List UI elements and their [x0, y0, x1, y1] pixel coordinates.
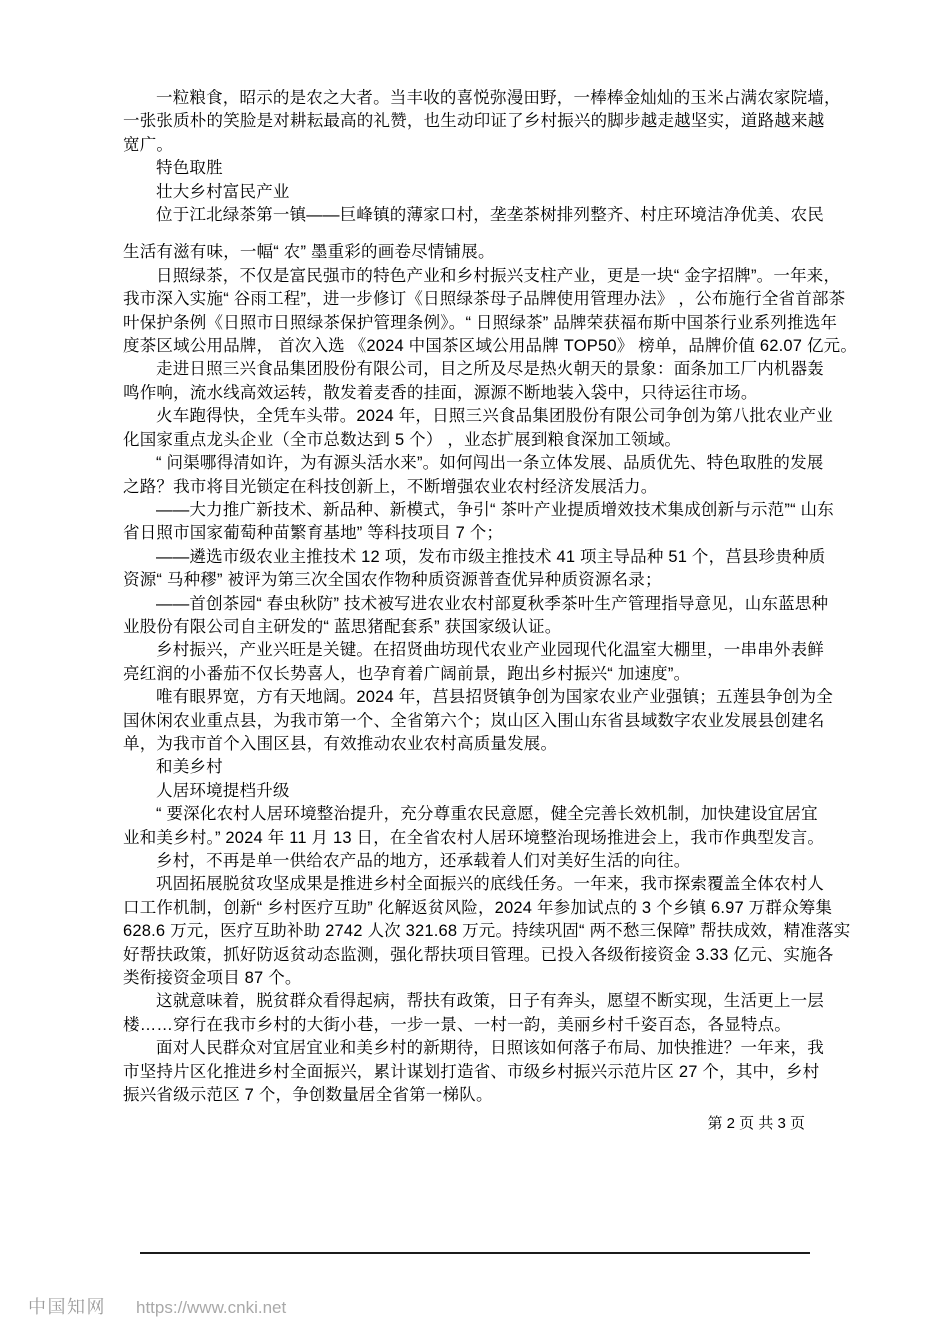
text-line: 乡村振兴，产业兴旺是关键。在招贤曲坊现代农业产业园现代化温室大棚里，一串串外表鲜: [156, 641, 824, 660]
cnki-url-text: https://www.cnki.net: [136, 1298, 287, 1317]
text-line: “ 问渠哪得清如许，为有源头活水来”。如何闯出一条立体发展、品质优先、特色取胜的发展: [156, 454, 824, 473]
text-line: 特色取胜: [156, 159, 223, 178]
text-line: 单，为我市首个入围区县，有效推动农业农村高质量发展。: [123, 734, 558, 753]
footer-divider-line: [140, 1252, 810, 1254]
text-line: 人居环境提档升级: [156, 781, 290, 800]
text-line: 省日照市国家葡萄种苗繁育基地” 等科技项目 7 个；: [123, 524, 504, 543]
text-line: 好帮扶政策，抓好防返贫动态监测，强化帮扶项目管理。已投入各级衔接资金 3.33 亿元、实施各: [123, 945, 834, 964]
text-line: 和美乡村: [156, 758, 223, 777]
cnki-watermark: [28, 1293, 286, 1319]
text-line: 日照绿茶，不仅是富民强市的特色产业和乡村振兴支柱产业，更是一块“ 金字招牌”。一年来，: [156, 266, 841, 285]
text-line: 628.6 万元，医疗互助补助 2742 人次 321.68 万元。持续巩固“ 两不愁三保障” 帮扶成效，精准落实: [123, 922, 851, 941]
text-line: “ 要深化农村人居环境整治提升，充分尊重农民意愿，健全完善长效机制，加快建设宜居宜: [156, 805, 818, 824]
text-line: 火车跑得快，全凭车头带。2024 年，日照三兴食品集团股份有限公司争创为第八批农业产业: [156, 407, 833, 426]
text-line: 类衔接资金项目 87 个。: [123, 969, 302, 988]
text-line: ——首创茶园“ 春虫秋防” 技术被写进农业农村部夏秋季茶叶生产管理指导意见，山东蓝思种: [156, 594, 829, 613]
text-line: 一张张质朴的笑脸是对耕耘最高的礼赞，也生动印证了乡村振兴的脚步越走越坚实，道路越来越: [123, 112, 825, 131]
text-line: 这就意味着，脱贫群众看得起病，帮扶有政策，日子有奔头，愿望不断实现，生活更上一层: [156, 992, 824, 1011]
page-number-indicator: 第 2 页 共 3 页: [707, 1115, 805, 1132]
text-line: 我市深入实施“ 谷雨工程”，进一步修订《日照绿茶母子品牌使用管理办法》 ，公布施行全省首部茶: [123, 290, 846, 309]
text-line: 生活有滋有味，一幅“ 农” 墨重彩的画卷尽情铺展。: [123, 243, 495, 262]
text-line: 乡村，不再是单一供给农产品的地方，还承载着人们对美好生活的向往。: [156, 852, 691, 870]
text-line: 一粒粮食，昭示的是农之大者。当丰收的喜悦弥漫田野，一棒棒金灿灿的玉米占满农家院墙，: [156, 89, 841, 107]
text-line: 宽广。: [123, 135, 174, 154]
text-line: 唯有眼界宽，方有天地阔。2024 年，莒县招贤镇争创为国家农业产业强镇；五莲县争创为全: [156, 688, 833, 707]
text-line: 楼……穿行在我市乡村的大街小巷，一步一景、一村一韵，美丽乡村千姿百态，各显特点。: [123, 1015, 791, 1034]
text-line: 业和美乡村。” 2024 年 11 月 13 日，在全省农村人居环境整治现场推进会上，我市作典型发言。: [123, 828, 825, 847]
text-line: 叶保护条例《日照市日照绿茶保护管理条例》。“ 日照绿茶” 品牌荣获福布斯中国茶行业系列推选年: [123, 313, 838, 332]
text-line: 走进日照三兴食品集团股份有限公司，目之所及尽是热火朝天的景象：面条加工厂内机器轰: [156, 360, 824, 379]
text-line: 振兴省级示范区 7 个，争创数量居全省第一梯队。: [123, 1086, 493, 1105]
text-line: 度茶区域公用品牌， 首次入选 《2024 中国茶区域公用品牌 TOP50》 榜单，品牌价值 62.07 亿元。: [123, 337, 858, 356]
text-line: 资源“ 马种穋” 被评为第三次全国农作物种质资源普查优异种质资源名录；: [123, 571, 662, 590]
text-line: 壮大乡村富民产业: [156, 182, 290, 201]
text-line: 市坚持片区化推进乡村全面振兴，累计谋划打造省、市级乡村振兴示范片区 27 个，其中，乡村: [123, 1062, 820, 1081]
text-line: 鸣作响，流水线高效运转，散发着麦香的挂面，源源不断地装入袋中，只待运往市场。: [123, 383, 758, 402]
cnki-brand-text: 中国知网: [28, 1297, 106, 1317]
text-line: 亮红润的小番茄不仅长势喜人，也孕育着广阔前景，跑出乡村振兴“ 加速度”。: [123, 664, 691, 683]
text-line: 巩固拓展脱贫攻坚成果是推进乡村全面振兴的底线任务。一年来，我市探索覆盖全体农村人: [156, 875, 824, 894]
text-line: 面对人民群众对宜居宜业和美乡村的新期待，日照该如何落子布局、加快推进？一年来，我: [156, 1039, 824, 1058]
text-line: 业股份有限公司自主研发的“ 蓝思猪配套系” 获国家级认证。: [123, 617, 562, 636]
text-line: ——大力推广新技术、新品种、新模式，争引“ 茶叶产业提质增效技术集成创新与示范”“ 山东: [156, 500, 834, 519]
text-line: 位于江北绿茶第一镇——巨峰镇的薄家口村，垄垄茶树排列整齐、村庄环境洁净优美、农民: [156, 206, 824, 225]
text-line: ——遴选市级农业主推技术 12 项，发布市级主推技术 41 项主导品种 51 个，莒县珍贵种质: [156, 547, 826, 566]
text-line: 口工作机制，创新“ 乡村医疗互助” 化解返贫风险，2024 年参加试点的 3 个乡镇 6.97 万群众筹集: [123, 898, 833, 917]
text-line: 化国家重点龙头企业（全市总数达到 5 个） ，业态扩展到粮食深加工领域。: [123, 430, 682, 449]
text-line: 国休闲农业重点县，为我市第一个、全省第六个；岚山区入围山东省县域数字农业发展县创建名: [123, 711, 825, 730]
document-body: [123, 87, 858, 1107]
text-line: 之路？我市将目光锁定在科技创新上，不断增强农业农村经济发展活力。: [123, 477, 658, 496]
